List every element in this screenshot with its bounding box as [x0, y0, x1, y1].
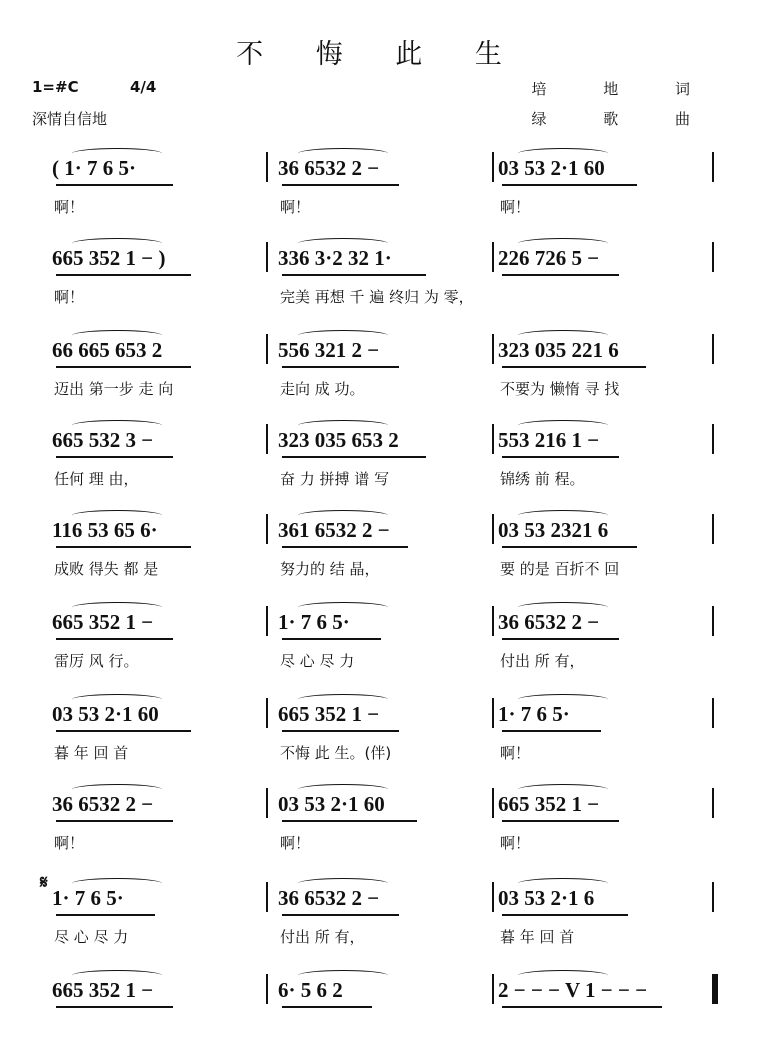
- measure-notes: 336 3·2 32 1·: [278, 246, 392, 270]
- lyrics-line: [40, 1018, 730, 1042]
- measure-lyrics: 任何 理 由，: [54, 470, 139, 488]
- measure-lyrics: 成败 得失 都 是: [54, 560, 159, 578]
- key-signature: 1=#C: [32, 78, 79, 96]
- measure-lyrics: 啊！: [500, 744, 531, 762]
- measure-lyrics: 啊！: [500, 198, 531, 216]
- lyrics-line: [40, 468, 730, 492]
- score-row: [40, 970, 730, 1060]
- segno-sign: 𝄋: [40, 872, 48, 893]
- measure-lyrics: 锦绣 前 程。: [500, 470, 585, 488]
- score-row: [40, 694, 730, 784]
- measure-lyrics: 奋 力 拼搏 谱 写: [280, 470, 390, 488]
- measure-lyrics: 不悔 此 生。(伴): [280, 744, 392, 762]
- measure-notes: 6· 5 6 2: [278, 978, 343, 1002]
- time-signature: 4/4: [130, 78, 157, 96]
- measure-lyrics: 尽 心 尽 力: [54, 928, 129, 946]
- measure-notes: 116 53 65 6·: [52, 518, 158, 542]
- lyricist-credit: 培 地 词: [531, 80, 716, 98]
- notation-line: [40, 702, 730, 736]
- measure-notes: 03 53 2·1 6: [498, 886, 595, 910]
- measure-notes: 1· 7 6 5·: [52, 886, 124, 910]
- tempo-mood: 深情自信地: [32, 110, 108, 128]
- notation-line: [40, 156, 730, 190]
- measure-lyrics: 暮 年 回 首: [54, 744, 129, 762]
- score-row: [40, 330, 730, 420]
- measure-notes: 665 352 1 −: [498, 792, 600, 816]
- measure-notes: 03 53 2·1 60: [278, 792, 385, 816]
- notation-line: [40, 518, 730, 552]
- measure-lyrics: 暮 年 回 首: [500, 928, 575, 946]
- measure-notes: 2 − − − V 1 − − −: [498, 978, 648, 1002]
- measure-lyrics: 尽 心 尽 力: [280, 652, 355, 670]
- score-row: [40, 148, 730, 238]
- score-row: [40, 238, 730, 328]
- measure-lyrics: 付出 所 有，: [500, 652, 585, 670]
- measure-notes: 03 53 2·1 60: [498, 156, 605, 180]
- notation-line: [40, 428, 730, 462]
- page-title: 不 悔 此 生: [236, 39, 524, 70]
- lyrics-line: [40, 286, 730, 310]
- score-row: [40, 784, 730, 874]
- lyrics-line: [40, 832, 730, 856]
- measure-lyrics: 啊！: [280, 198, 311, 216]
- measure-lyrics: 努力的 结 晶，: [280, 560, 380, 578]
- measure-lyrics: 啊！: [54, 288, 85, 306]
- lyrics-line: [40, 196, 730, 220]
- measure-notes: 323 035 653 2: [278, 428, 399, 452]
- notation-line: [40, 978, 730, 1012]
- composer-credit: 绿 歌 曲: [531, 110, 716, 128]
- score-row: [40, 420, 730, 510]
- measure-notes: 36 6532 2 −: [498, 610, 600, 634]
- measure-notes: 36 6532 2 −: [278, 156, 380, 180]
- measure-notes: ( 1· 7 6 5·: [52, 156, 136, 180]
- measure-notes: 226 726 5 −: [498, 246, 600, 270]
- measure-lyrics: 付出 所 有，: [280, 928, 365, 946]
- measure-notes: 665 532 3 −: [52, 428, 154, 452]
- measure-lyrics: 啊！: [500, 834, 531, 852]
- lyrics-line: [40, 378, 730, 402]
- measure-lyrics: 要 的是 百折不 回: [500, 560, 620, 578]
- notation-line: [40, 246, 730, 280]
- measure-lyrics: 迈出 第一步 走 向: [54, 380, 174, 398]
- measure-notes: 665 352 1 −: [52, 978, 154, 1002]
- score-row: [40, 602, 730, 692]
- measure-notes: 665 352 1 −: [52, 610, 154, 634]
- measure-lyrics: 啊！: [54, 198, 85, 216]
- score-row: [40, 510, 730, 600]
- notation-line: [40, 886, 730, 920]
- measure-lyrics: 啊！: [54, 834, 85, 852]
- final-barline: [714, 974, 718, 1004]
- measure-notes: 36 6532 2 −: [52, 792, 154, 816]
- lyrics-line: [40, 558, 730, 582]
- measure-notes: 665 352 1 − ): [52, 246, 166, 270]
- notation-line: [40, 338, 730, 372]
- lyrics-line: [40, 926, 730, 950]
- measure-notes: 36 6532 2 −: [278, 886, 380, 910]
- measure-lyrics: 啊！: [280, 834, 311, 852]
- lyrics-line: [40, 742, 730, 766]
- measure-notes: 03 53 2321 6: [498, 518, 609, 542]
- measure-lyrics: 雷厉 风 行。: [54, 652, 139, 670]
- measure-notes: 556 321 2 −: [278, 338, 380, 362]
- notation-line: [40, 610, 730, 644]
- lyrics-line: [40, 650, 730, 674]
- measure-notes: 323 035 221 6: [498, 338, 619, 362]
- measure-notes: 03 53 2·1 60: [52, 702, 159, 726]
- measure-notes: 66 665 653 2: [52, 338, 163, 362]
- measure-notes: 361 6532 2 −: [278, 518, 390, 542]
- measure-lyrics: 不要为 懒惰 寻 找: [500, 380, 620, 398]
- measure-notes: 1· 7 6 5·: [278, 610, 350, 634]
- measure-lyrics: 走向 成 功。: [280, 380, 365, 398]
- measure-notes: 1· 7 6 5·: [498, 702, 570, 726]
- notation-line: [40, 792, 730, 826]
- score-row: [40, 878, 730, 968]
- measure-lyrics: 完美 再想 千 遍 终归 为 零，: [280, 288, 474, 306]
- measure-notes: 665 352 1 −: [278, 702, 380, 726]
- measure-notes: 553 216 1 −: [498, 428, 600, 452]
